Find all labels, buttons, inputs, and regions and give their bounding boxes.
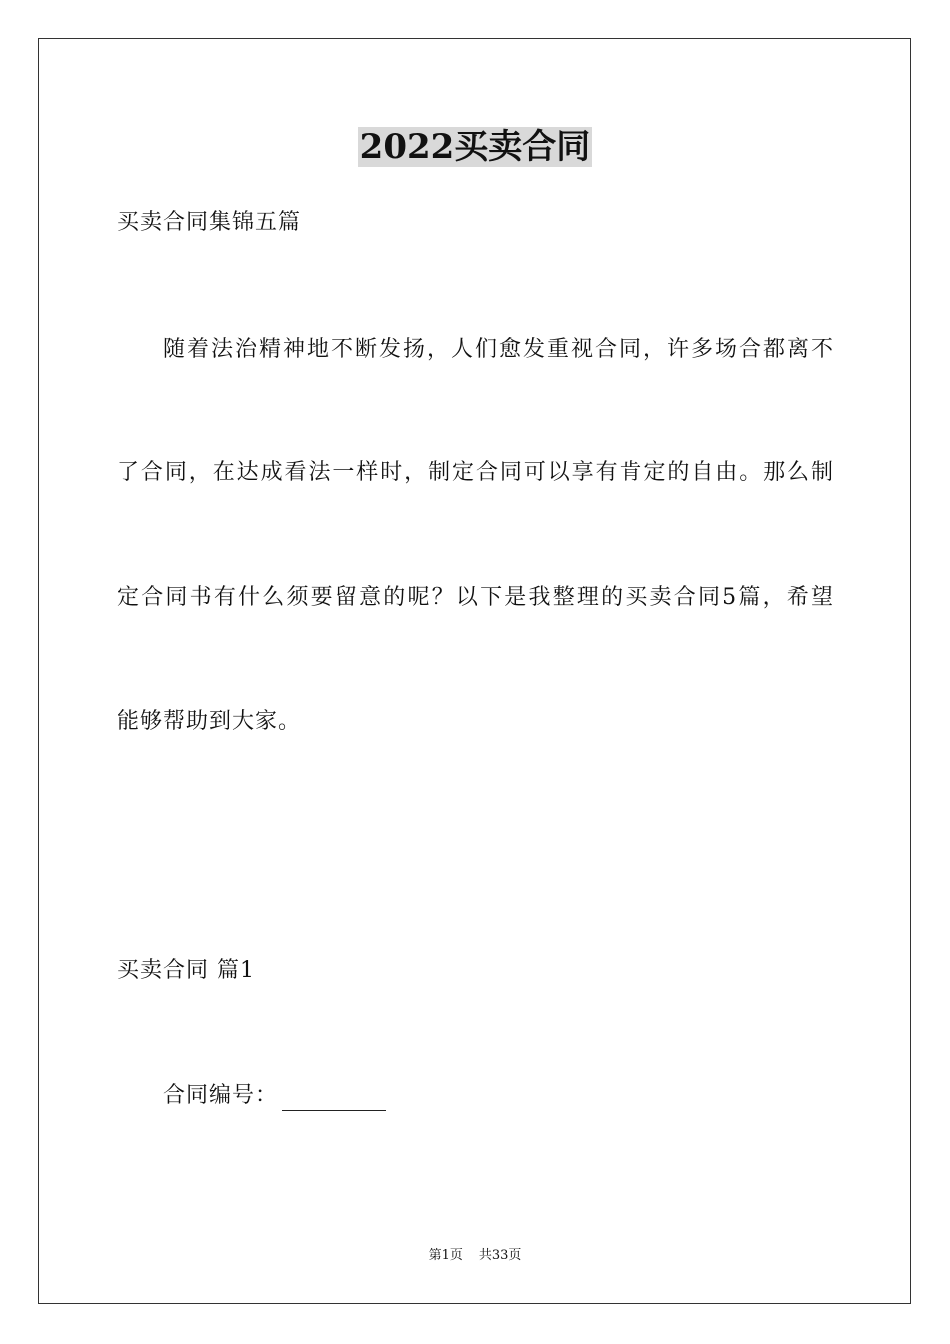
document-title-text: 2022买卖合同 (359, 127, 591, 167)
document-title (0, 125, 950, 169)
page-number: 第1页 (428, 1248, 463, 1263)
paragraph-line-3: 定合同书有什么须要留意的呢？以下是我整理的买卖合同5篇，希望 (117, 585, 833, 610)
paragraph-line-1: 随着法治精神地不断发扬，人们愈发重视合同，许多场合都离不 (163, 337, 833, 362)
paragraph-line-2: 了合同，在达成看法一样时，制定合同可以享有肯定的自由。那么制 (117, 460, 833, 485)
contract-number-row (163, 1081, 386, 1111)
paragraph-line-4: 能够帮助到大家。 (117, 709, 302, 734)
contract-number-label: 合同编号： (163, 1083, 279, 1108)
page-total: 共33页 (478, 1248, 522, 1263)
page-footer (0, 1246, 950, 1266)
document-subtitle: 买卖合同集锦五篇 (117, 210, 302, 235)
contract-number-blank (282, 1088, 386, 1111)
section-heading: 买卖合同 篇1 (117, 958, 255, 983)
